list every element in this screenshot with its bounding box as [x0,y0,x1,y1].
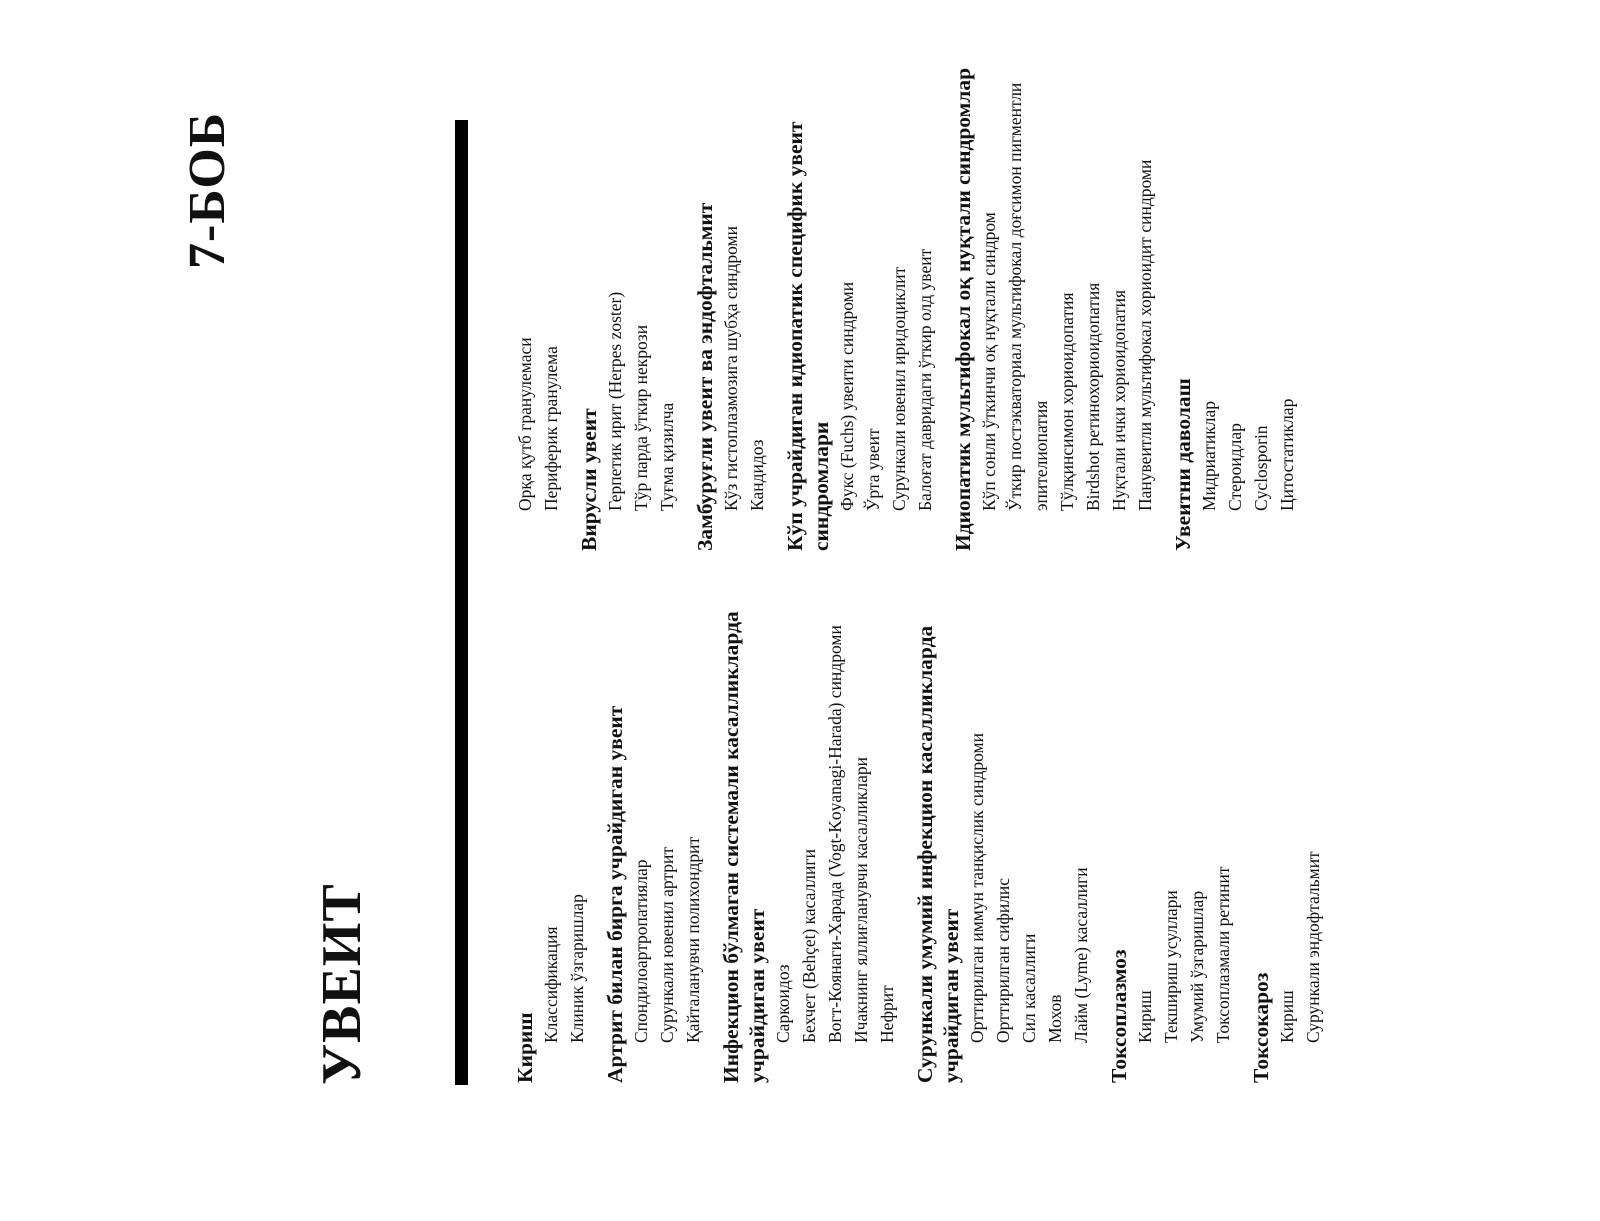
toc-section-title: Замбуруғли увеит ва эндофтальмит [693,202,717,551]
toc-subsection-item: Фукс (Fuchs) увеити синдроми [837,281,857,511]
toc-section [912,563,1094,1083]
toc-subsection-item: Кириш [1277,990,1297,1043]
toc-subsection-item: Герпетик ирит (Herpes zoster) [605,291,625,511]
toc-subsection-item: Периферик гранулема [541,346,561,511]
toc-subsection-item: Birdshot ретинохориоидопатия [1083,282,1103,511]
toc-column-left [512,563,1338,1083]
toc-subsection-list [964,563,1094,1083]
toc-subsection-item: Кўп сонли ўткинчи оқ нуқтали синдром [979,212,999,511]
toc-subsection-item: Клиник ўзгаришлар [567,894,587,1043]
toc-section [692,31,770,551]
title-divider [455,120,468,1085]
toc-section [512,31,564,551]
toc-section [1170,31,1300,551]
toc-subsection-item: Сурункали ювенил артрит [657,846,677,1043]
toc-section [950,31,1158,551]
toc-subsection-list [602,31,680,551]
toc-section-title: Увеитни даволаш [1171,378,1195,551]
toc-subsection-list [834,31,938,551]
toc-subsection-item: Қайталанувчи полихондрит [683,836,703,1043]
toc-subsection-item: Спондилоартропатиялар [631,859,651,1043]
toc-subsection-list [770,563,900,1083]
toc-subsection-item: Классификация [541,926,561,1043]
toc-subsection-list [512,31,564,551]
toc-subsection-item: Мидриатиклар [1199,400,1219,511]
toc-section-title: Инфекцион бўлмаган системали касалликларда учрайдиган увеит [719,611,769,1083]
toc-subsection-item: Тўр парда ўткир некрози [631,324,651,511]
chapter-title: УВЕИТ [311,883,373,1085]
toc-column-right [512,31,1312,551]
toc-subsection-list [538,563,590,1083]
toc-section-title: Сурункали умумий инфекцион касалликларда учрайдиган увеит [913,625,963,1083]
toc-subsection-item: Балоғат давридаги ўткир олд увеит [915,248,935,511]
toc-subsection-item: Стероидлар [1225,423,1245,511]
toc-subsection-item: Кўз гистоплазмозига шубҳа синдроми [721,226,741,511]
toc-subsection-item: Сил касаллиги [1019,933,1039,1043]
toc-section-title: Токсокароз [1249,972,1273,1083]
toc-subsection-list [1196,31,1300,551]
toc-section-title: Токсоплазмоз [1107,949,1131,1083]
toc-subsection-list [628,563,706,1083]
toc-subsection-item: Ўткир постэкваториал мультифокал доғсимон пигментли эпителиопатия [1005,82,1051,511]
toc-subsection-item: Токсоплазмали ретинит [1213,866,1233,1043]
toc-subsection-item: Нуқтали ички хориоидопатия [1109,289,1129,511]
toc-subsection-item: Умумий ўзгаришлар [1187,890,1207,1043]
toc-section [718,563,900,1083]
toc-subsection-item: Нефрит [877,985,897,1043]
toc-subsection-item: Вогт-Коянаги-Харада (Vogt-Koyanagi-Harada) синдроми [825,625,845,1043]
toc-subsection-list [976,31,1158,551]
toc-subsection-item: Орттирилган иммун танқислик синдроми [967,733,987,1043]
toc-subsection-item: Цитостатиклар [1277,398,1297,511]
toc-section [602,563,706,1083]
toc-subsection-item: Панувеитли мультифокал хориоидит синдроми [1135,159,1155,511]
toc-subsection-item: Сурункали ювенил иридоциклит [889,266,909,511]
toc-subsection-item: Кириш [1135,990,1155,1043]
toc-section [576,31,680,551]
toc-section [782,31,938,551]
toc-subsection-item: Бехчет (Behçet) касаллиги [799,849,819,1043]
toc-section-title: Артрит билан бирга учрайдиган увеит [603,705,627,1083]
toc-section [1248,563,1326,1083]
toc-subsection-item: Кандидоз [747,439,767,511]
toc-subsection-item: Ўрта увеит [863,428,883,511]
toc-section-title: Вирусли увеит [577,408,601,551]
toc-section [1106,563,1236,1083]
toc-section-title: Кўп учрайдиган идиопатик специфик увеит синдромлари [783,121,833,551]
toc-subsection-item: Текшириш усуллари [1161,890,1181,1043]
toc-subsection-item: Мохов [1045,994,1065,1043]
toc-subsection-item: Тўлқинсимон хориоидопатия [1057,292,1077,511]
toc-subsection-item: Лайм (Lyme) касаллиги [1071,867,1091,1043]
toc-subsection-list [718,31,770,551]
toc-section-title: Кириш [513,1012,537,1083]
toc-subsection-item: Ичакнинг яллиғланувчи касалликлари [851,756,871,1043]
toc-subsection-list [1274,563,1326,1083]
toc-subsection-item: Орттирилган сифилис [993,877,1013,1043]
toc-section [512,563,590,1083]
toc-subsection-list [1132,563,1236,1083]
toc-subsection-item: Cyclosporin [1251,425,1271,511]
chapter-number: 7-БОБ [179,111,236,269]
toc-subsection-item: Орқа қутб гранулемаси [515,337,535,511]
toc-section-title: Идиопатик мультифокал оқ нуқтали синдромлар [951,67,975,551]
toc-subsection-item: Саркоидоз [773,964,793,1043]
toc-subsection-item: Сурункали эндофтальмит [1303,851,1323,1043]
toc-subsection-item: Туғма қизилча [657,402,677,511]
